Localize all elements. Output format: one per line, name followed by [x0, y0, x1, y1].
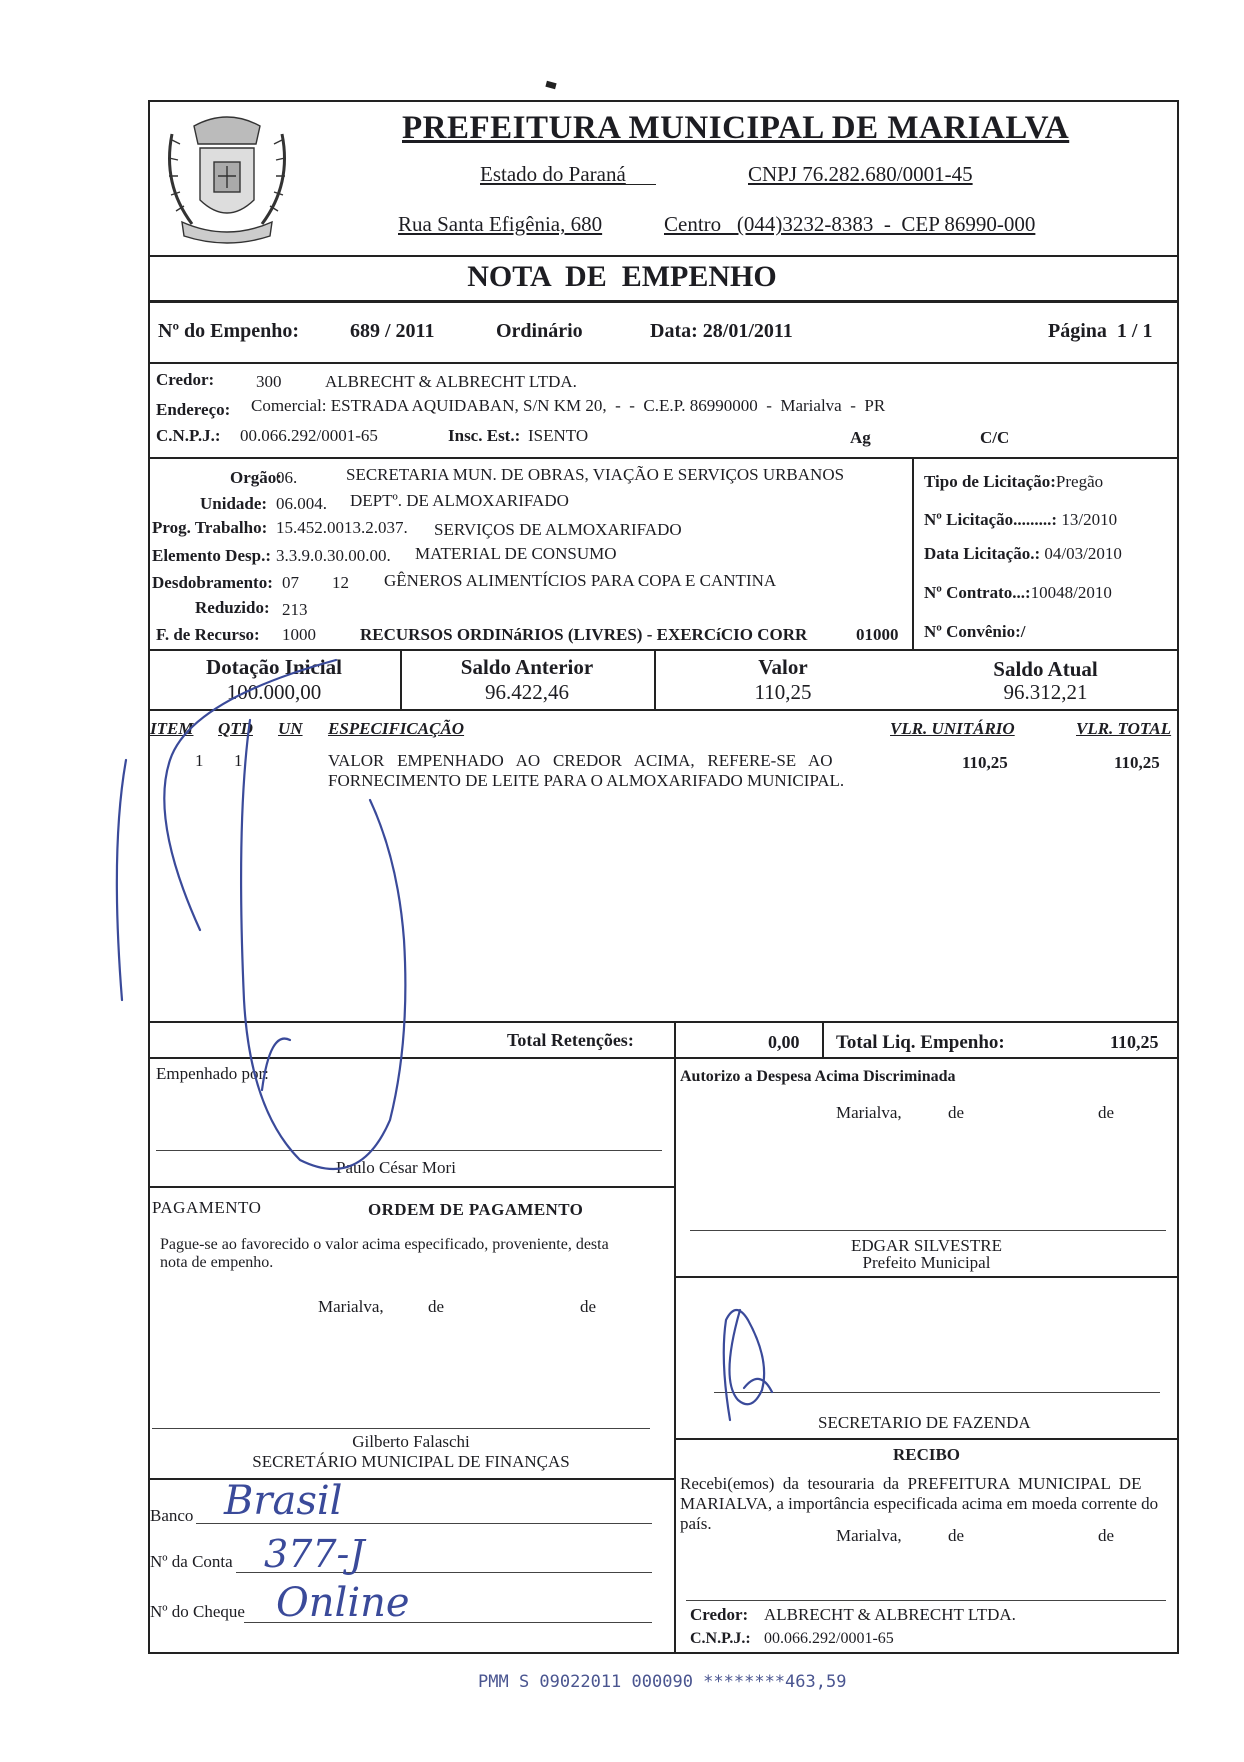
col-unit-header: VLR. UNITÁRIO [890, 719, 1015, 738]
pagamento-signer: Gilberto Falaschi [352, 1432, 470, 1451]
total-retencoes-value: 0,00 [768, 1032, 800, 1052]
cnpj-value: 00.066.292/0001-65 [240, 426, 378, 445]
header-address: Rua Santa Efigênia, 680 [398, 212, 603, 236]
divider [674, 1057, 676, 1654]
licitacao-number-value: 13/2010 [1057, 510, 1118, 529]
pagamento-de: de [580, 1297, 597, 1316]
total-liquido-value: 110,25 [1110, 1032, 1159, 1052]
signature-line [152, 1428, 650, 1429]
unidade-code: 06.004. [276, 494, 327, 513]
divider [148, 1057, 1179, 1059]
autorizo-de: de [1098, 1103, 1115, 1122]
empenhado-signer: Paulo César Mori [336, 1158, 456, 1177]
recibo-cnpj-label: C.N.P.J.: [690, 1630, 751, 1647]
signature-line [690, 1230, 1166, 1231]
pagamento-city: Marialva, [318, 1297, 384, 1316]
scan-mark [545, 81, 556, 89]
total-retencoes-label: Total Retenções: [507, 1030, 634, 1050]
recibo-credor-label: Credor: [690, 1605, 749, 1624]
reduzido-value: 213 [282, 600, 308, 619]
desdobramento-code: 07 [282, 573, 299, 592]
conta-handwriting: 377-J [264, 1532, 365, 1576]
state-label: Estado do Paraná [480, 162, 626, 186]
divider [148, 1186, 674, 1188]
empenho-type: Ordinário [496, 320, 583, 342]
empenho-number: 689 / 2011 [350, 320, 435, 342]
page-number: Página 1 / 1 [1048, 320, 1153, 342]
recibo-de: de [948, 1526, 965, 1545]
recurso-code2: 01000 [856, 625, 899, 644]
autorizo-de: de [948, 1103, 965, 1122]
divider [912, 457, 914, 650]
row-qtd: 1 [234, 751, 243, 770]
row-unit-value: 110,25 [962, 753, 1008, 772]
footer-stamp: PMM S 09022011 000090 ********463,59 [478, 1672, 847, 1692]
signature-line [156, 1150, 662, 1151]
page-title: PREFEITURA MUNICIPAL DE MARIALVA [402, 110, 1070, 146]
cheque-handwriting: Online [276, 1580, 410, 1626]
insc-value: ISENTO [528, 426, 589, 445]
endereco-value: Comercial: ESTRADA AQUIDABAN, S/N KM 20, - - C.E.P. 86990000 - Marialva - PR [251, 396, 886, 415]
divider [148, 300, 1179, 303]
reduzido-label: Reduzido: [195, 598, 270, 617]
valor-label: Valor [758, 655, 808, 679]
empenho-date: Data: 28/01/2011 [650, 320, 793, 342]
saldo-anterior-label: Saldo Anterior [460, 655, 594, 679]
valor-value: 110,25 [754, 680, 812, 704]
recibo-text-line1: Recebi(emos) da tesouraria da PREFEITURA MUNICIPAL DE [680, 1474, 1142, 1493]
divider [674, 1276, 1179, 1278]
contrato-label: Nº Contrato...: [924, 583, 1031, 602]
empenhado-por-label: Empenhado por: [156, 1064, 269, 1083]
tipo-licitacao-label: Tipo de Licitação: [924, 472, 1056, 491]
col-un-header: UN [278, 719, 303, 738]
unidade-name: DEPTº. DE ALMOXARIFADO [350, 491, 569, 510]
orgao-name: SECRETARIA MUN. DE OBRAS, VIAÇÃO E SERVIÇOS URBANOS [346, 465, 845, 484]
col-total-header: VLR. TOTAL [1076, 719, 1172, 738]
recibo-credor-value: ALBRECHT & ALBRECHT LTDA. [764, 1605, 1016, 1624]
insc-label: Insc. Est.: [448, 426, 521, 445]
divider [148, 362, 1179, 364]
state-underline [480, 184, 656, 185]
municipal-coat-of-arms-icon [152, 104, 302, 254]
recurso-name: RECURSOS ORDINáRIOS (LIVRES) - EXERCíCIO CORR [360, 625, 808, 644]
autorizo-city: Marialva, [836, 1103, 902, 1122]
mayor-role: Prefeito Municipal [862, 1253, 991, 1272]
row-description-line1: VALOR EMPENHADO AO CREDOR ACIMA, REFERE-SE AO [328, 751, 833, 770]
pagamento-de: de [428, 1297, 445, 1316]
signature-line [686, 1600, 1166, 1601]
ordem-pagamento-title: ORDEM DE PAGAMENTO [368, 1200, 584, 1219]
secretario-fazenda-label: SECRETARIO DE FAZENDA [818, 1413, 1031, 1432]
signature-line [714, 1392, 1160, 1393]
col-item-header: ITEM [150, 719, 194, 738]
unidade-label: Unidade: [200, 494, 268, 513]
pagamento-text-line2: nota de empenho. [160, 1254, 274, 1271]
pagamento-label: PAGAMENTO [152, 1198, 262, 1217]
divider [148, 709, 1179, 711]
recibo-text-line2: MARIALVA, a importância especificada acima em moeda corrente do [680, 1494, 1159, 1513]
credor-label: Credor: [156, 370, 215, 389]
recibo-cnpj-value: 00.066.292/0001-65 [764, 1630, 894, 1647]
dotacao-label: Dotação Inicial [206, 655, 342, 679]
pagamento-signer-role: SECRETÁRIO MUNICIPAL DE FINANÇAS [252, 1452, 570, 1471]
cc-label: C/C [980, 428, 1010, 447]
pagamento-text-line1: Pague-se ao favorecido o valor acima especificado, proveniente, desta [160, 1236, 609, 1253]
recurso-code: 1000 [282, 625, 316, 644]
total-liquido-label: Total Liq. Empenho: [836, 1032, 1005, 1053]
convenio-label: Nº Convênio:/ [924, 622, 1026, 641]
header-contact: Centro (044)3232-8383 - CEP 86990-000 [664, 212, 1036, 236]
recibo-de: de [1098, 1526, 1115, 1545]
autorizo-title: Autorizo a Despesa Acima Discriminada [680, 1068, 956, 1085]
col-espec-header: ESPECIFICAÇÃO [328, 719, 465, 738]
divider [148, 255, 1179, 257]
row-total-value: 110,25 [1114, 753, 1160, 772]
dotacao-value: 100.000,00 [226, 680, 322, 704]
contrato-value: 10048/2010 [1030, 583, 1112, 602]
mayor-name: EDGAR SILVESTRE [851, 1236, 1002, 1255]
divider [148, 1021, 1179, 1023]
divider [674, 1021, 676, 1057]
cheque-label: Nº do Cheque [150, 1602, 245, 1621]
saldo-anterior-value: 96.422,46 [485, 680, 569, 704]
desdobramento-name: GÊNEROS ALIMENTÍCIOS PARA COPA E CANTINA [384, 571, 777, 590]
divider [674, 1438, 1179, 1440]
desdobramento-subcode: 12 [332, 573, 349, 592]
licitacao-number-label: Nº Licitação.........: [924, 510, 1058, 529]
elemento-code: 3.3.9.0.30.00.00. [276, 546, 391, 565]
saldo-atual-value: 96.312,21 [1003, 680, 1088, 704]
cnpj-label: C.N.P.J.: [156, 426, 221, 445]
header-cnpj: CNPJ 76.282.680/0001-45 [748, 162, 973, 186]
recurso-label: F. de Recurso: [156, 625, 260, 644]
recibo-city: Marialva, [836, 1526, 902, 1545]
empenho-label: Nº do Empenho: [158, 320, 300, 342]
orgao-code: 06. [276, 468, 298, 487]
row-description-line2: FORNECIMENTO DE LEITE PARA O ALMOXARIFADO MUNICIPAL. [328, 771, 845, 790]
elemento-name: MATERIAL DE CONSUMO [415, 544, 617, 563]
divider [148, 649, 1179, 651]
col-qtd-header: QTD [218, 719, 253, 738]
ag-label: Ag [850, 428, 871, 447]
recibo-text-line3: país. [680, 1514, 712, 1533]
credor-code: 300 [256, 372, 282, 391]
desdobramento-label: Desdobramento: [152, 573, 273, 592]
prog-name: SERVIÇOS DE ALMOXARIFADO [434, 520, 682, 539]
recibo-title: RECIBO [892, 1445, 961, 1464]
orgao-label: Orgão: [230, 468, 282, 487]
prog-code: 15.452.0013.2.037. [276, 518, 408, 537]
tipo-licitacao-value: Pregão [1055, 472, 1104, 491]
divider [822, 1021, 824, 1057]
credor-name: ALBRECHT & ALBRECHT LTDA. [325, 372, 577, 391]
conta-label: Nº da Conta [150, 1552, 233, 1571]
row-item: 1 [195, 751, 204, 770]
endereco-label: Endereço: [156, 400, 231, 419]
prog-label: Prog. Trabalho: [152, 518, 268, 537]
licitacao-date-label: Data Licitação.: [924, 544, 1041, 563]
licitacao-date-value: 04/03/2010 [1040, 544, 1122, 563]
document-title: NOTA DE EMPENHO [467, 260, 777, 293]
banco-label: Banco [150, 1506, 194, 1525]
banco-handwriting: Brasil [224, 1478, 343, 1524]
divider [148, 457, 1179, 459]
elemento-label: Elemento Desp.: [152, 546, 271, 565]
saldo-atual-label: Saldo Atual [993, 657, 1098, 681]
